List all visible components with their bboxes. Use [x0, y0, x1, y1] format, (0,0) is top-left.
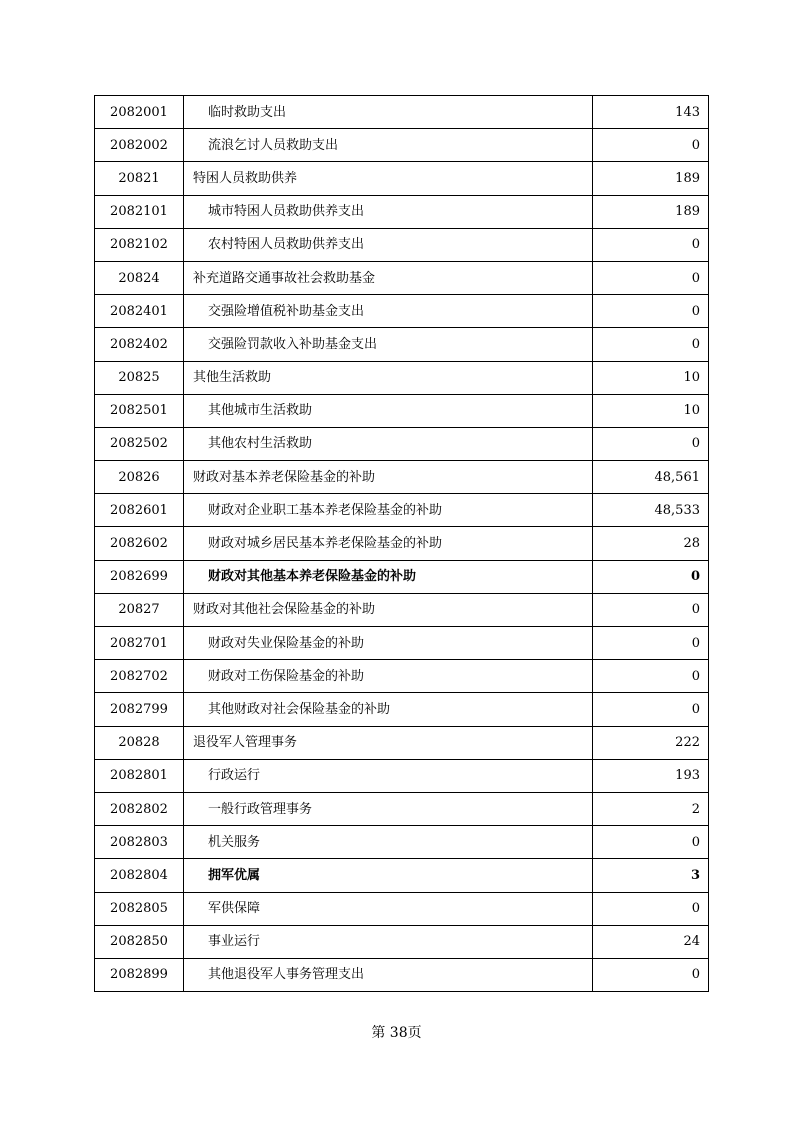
subject-code-cell: 2082002 — [95, 129, 184, 162]
subject-code-cell: 2082501 — [95, 394, 184, 427]
subject-code-cell: 2082502 — [95, 427, 184, 460]
table-row — [95, 129, 709, 162]
table-row — [95, 958, 709, 991]
subject-name-cell: 事业运行 — [184, 925, 593, 958]
subject-code-cell: 2082701 — [95, 627, 184, 660]
amount-cell: 0 — [593, 892, 709, 925]
subject-code-cell: 20824 — [95, 261, 184, 294]
amount-cell: 143 — [593, 96, 709, 129]
subject-code-cell: 2082805 — [95, 892, 184, 925]
subject-name-cell: 财政对企业职工基本养老保险基金的补助 — [184, 494, 593, 527]
subject-name-cell: 财政对工伤保险基金的补助 — [184, 660, 593, 693]
subject-code-cell: 2082601 — [95, 494, 184, 527]
amount-cell: 0 — [593, 328, 709, 361]
subject-code-cell: 20826 — [95, 461, 184, 494]
table-row — [95, 162, 709, 195]
amount-cell: 0 — [593, 627, 709, 660]
subject-code-cell: 2082803 — [95, 826, 184, 859]
amount-cell: 24 — [593, 925, 709, 958]
table-row — [95, 925, 709, 958]
subject-name-cell: 农村特困人员救助供养支出 — [184, 228, 593, 261]
table-row — [95, 361, 709, 394]
subject-name-cell: 流浪乞讨人员救助支出 — [184, 129, 593, 162]
amount-cell: 48,561 — [593, 461, 709, 494]
table-row — [95, 295, 709, 328]
amount-cell: 222 — [593, 726, 709, 759]
amount-cell: 0 — [593, 228, 709, 261]
table-row — [95, 261, 709, 294]
subject-code-cell: 2082699 — [95, 560, 184, 593]
subject-code-cell: 2082102 — [95, 228, 184, 261]
amount-cell: 10 — [593, 394, 709, 427]
table-row — [95, 726, 709, 759]
subject-name-cell: 财政对城乡居民基本养老保险基金的补助 — [184, 527, 593, 560]
amount-cell: 0 — [593, 560, 709, 593]
page-number: 第 38页 — [371, 1025, 422, 1041]
subject-code-cell: 2082401 — [95, 295, 184, 328]
amount-cell: 0 — [593, 660, 709, 693]
subject-name-cell: 财政对基本养老保险基金的补助 — [184, 461, 593, 494]
amount-cell: 0 — [593, 958, 709, 991]
subject-name-cell: 退役军人管理事务 — [184, 726, 593, 759]
amount-cell: 10 — [593, 361, 709, 394]
subject-code-cell: 2082804 — [95, 859, 184, 892]
amount-cell: 189 — [593, 195, 709, 228]
subject-code-cell: 2082801 — [95, 759, 184, 792]
subject-name-cell: 补充道路交通事故社会救助基金 — [184, 261, 593, 294]
subject-name-cell: 其他农村生活救助 — [184, 427, 593, 460]
subject-name-cell: 特困人员救助供养 — [184, 162, 593, 195]
subject-code-cell: 20821 — [95, 162, 184, 195]
subject-code-cell: 20825 — [95, 361, 184, 394]
subject-code-cell: 2082802 — [95, 792, 184, 825]
subject-code-cell: 2082850 — [95, 925, 184, 958]
subject-name-cell: 拥军优属 — [184, 859, 593, 892]
subject-code-cell: 2082899 — [95, 958, 184, 991]
amount-cell: 0 — [593, 295, 709, 328]
amount-cell: 0 — [593, 427, 709, 460]
table-row — [95, 859, 709, 892]
table-row — [95, 394, 709, 427]
subject-code-cell: 2082602 — [95, 527, 184, 560]
table-row — [95, 228, 709, 261]
table-row — [95, 792, 709, 825]
table-row — [95, 627, 709, 660]
subject-code-cell: 20827 — [95, 593, 184, 626]
subject-name-cell: 交强险罚款收入补助基金支出 — [184, 328, 593, 361]
subject-name-cell: 其他退役军人事务管理支出 — [184, 958, 593, 991]
table-row — [95, 660, 709, 693]
amount-cell: 2 — [593, 792, 709, 825]
subject-name-cell: 城市特困人员救助供养支出 — [184, 195, 593, 228]
subject-name-cell: 财政对失业保险基金的补助 — [184, 627, 593, 660]
table-row — [95, 826, 709, 859]
table-row — [95, 593, 709, 626]
amount-cell: 0 — [593, 693, 709, 726]
amount-cell: 0 — [593, 129, 709, 162]
table-row — [95, 494, 709, 527]
subject-name-cell: 财政对其他基本养老保险基金的补助 — [184, 560, 593, 593]
table-row — [95, 892, 709, 925]
table-row — [95, 461, 709, 494]
subject-name-cell: 其他城市生活救助 — [184, 394, 593, 427]
budget-table-body — [95, 96, 709, 992]
table-row — [95, 527, 709, 560]
subject-code-cell: 2082101 — [95, 195, 184, 228]
amount-cell: 28 — [593, 527, 709, 560]
amount-cell: 0 — [593, 593, 709, 626]
amount-cell: 48,533 — [593, 494, 709, 527]
amount-cell: 3 — [593, 859, 709, 892]
subject-name-cell: 其他生活救助 — [184, 361, 593, 394]
subject-name-cell: 机关服务 — [184, 826, 593, 859]
subject-name-cell: 临时救助支出 — [184, 96, 593, 129]
subject-code-cell: 2082001 — [95, 96, 184, 129]
table-row — [95, 328, 709, 361]
table-row — [95, 693, 709, 726]
subject-name-cell: 财政对其他社会保险基金的补助 — [184, 593, 593, 626]
subject-code-cell: 2082702 — [95, 660, 184, 693]
subject-name-cell: 其他财政对社会保险基金的补助 — [184, 693, 593, 726]
amount-cell: 0 — [593, 261, 709, 294]
table-row — [95, 427, 709, 460]
subject-code-cell: 2082402 — [95, 328, 184, 361]
table-row — [95, 96, 709, 129]
amount-cell: 193 — [593, 759, 709, 792]
subject-name-cell: 行政运行 — [184, 759, 593, 792]
table-row — [95, 759, 709, 792]
amount-cell: 0 — [593, 826, 709, 859]
table-row — [95, 560, 709, 593]
subject-code-cell: 2082799 — [95, 693, 184, 726]
subject-name-cell: 一般行政管理事务 — [184, 792, 593, 825]
table-row — [95, 195, 709, 228]
subject-name-cell: 交强险增值税补助基金支出 — [184, 295, 593, 328]
subject-code-cell: 20828 — [95, 726, 184, 759]
budget-table — [94, 95, 709, 992]
subject-name-cell: 军供保障 — [184, 892, 593, 925]
amount-cell: 189 — [593, 162, 709, 195]
